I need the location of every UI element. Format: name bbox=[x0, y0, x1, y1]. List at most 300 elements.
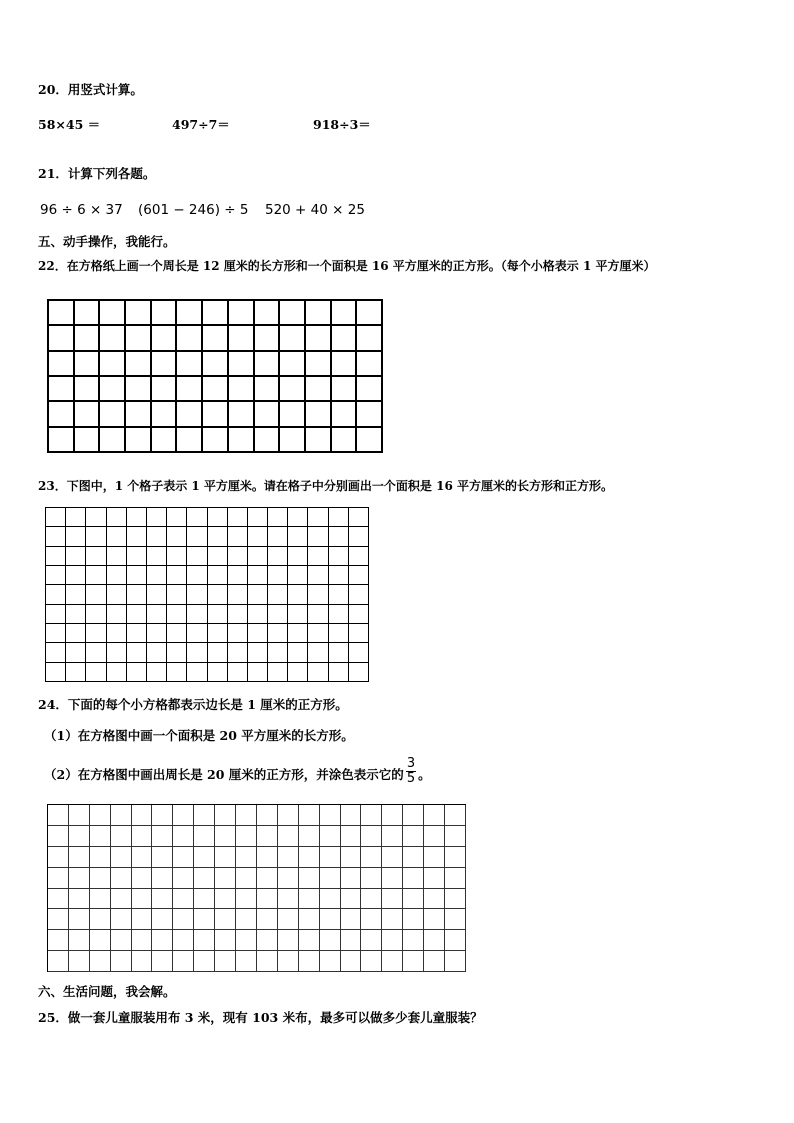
grid-cell[interactable] bbox=[152, 847, 173, 868]
grid-cell[interactable] bbox=[280, 402, 306, 427]
grid-cell[interactable] bbox=[403, 847, 424, 868]
grid-cell[interactable] bbox=[187, 643, 207, 662]
grid-cell[interactable] bbox=[255, 326, 281, 351]
grid-cell[interactable] bbox=[382, 930, 403, 951]
grid-cell[interactable] bbox=[229, 352, 255, 377]
grid-cell[interactable] bbox=[173, 826, 194, 847]
grid-cell[interactable] bbox=[187, 663, 207, 682]
grid-cell[interactable] bbox=[127, 643, 147, 662]
grid-cell[interactable] bbox=[403, 868, 424, 889]
grid-cell[interactable] bbox=[187, 605, 207, 624]
grid-cell[interactable] bbox=[320, 951, 341, 972]
grid-cell[interactable] bbox=[349, 585, 369, 604]
grid-cell[interactable] bbox=[341, 930, 362, 951]
grid-cell[interactable] bbox=[424, 826, 445, 847]
grid-cell[interactable] bbox=[152, 326, 178, 351]
grid-cell[interactable] bbox=[306, 428, 332, 453]
grid-cell[interactable] bbox=[215, 868, 236, 889]
grid-cell[interactable] bbox=[255, 402, 281, 427]
grid-cell[interactable] bbox=[177, 326, 203, 351]
grid-cell[interactable] bbox=[341, 805, 362, 826]
grid-cell[interactable] bbox=[329, 566, 349, 585]
grid-cell[interactable] bbox=[107, 508, 127, 527]
grid-cell[interactable] bbox=[194, 868, 215, 889]
grid-cell[interactable] bbox=[208, 527, 228, 546]
grid-cell[interactable] bbox=[228, 566, 248, 585]
grid-cell[interactable] bbox=[236, 805, 257, 826]
grid-cell[interactable] bbox=[357, 326, 383, 351]
grid-cell[interactable] bbox=[46, 508, 66, 527]
grid-cell[interactable] bbox=[299, 868, 320, 889]
grid-cell[interactable] bbox=[203, 301, 229, 326]
grid-cell[interactable] bbox=[329, 663, 349, 682]
grid-cell[interactable] bbox=[126, 377, 152, 402]
grid-cell[interactable] bbox=[382, 868, 403, 889]
grid-cell[interactable] bbox=[248, 508, 268, 527]
grid-cell[interactable] bbox=[107, 643, 127, 662]
grid-cell[interactable] bbox=[111, 909, 132, 930]
grid-cell[interactable] bbox=[66, 508, 86, 527]
grid-cell[interactable] bbox=[445, 889, 466, 910]
grid-cell[interactable] bbox=[147, 605, 167, 624]
grid-cell[interactable] bbox=[127, 624, 147, 643]
grid-cell[interactable] bbox=[86, 624, 106, 643]
grid-cell[interactable] bbox=[107, 566, 127, 585]
grid-cell[interactable] bbox=[147, 547, 167, 566]
grid-cell[interactable] bbox=[75, 352, 101, 377]
grid-cell[interactable] bbox=[357, 377, 383, 402]
grid-cell[interactable] bbox=[329, 643, 349, 662]
grid-cell[interactable] bbox=[299, 889, 320, 910]
grid-cell[interactable] bbox=[278, 909, 299, 930]
grid-cell[interactable] bbox=[229, 301, 255, 326]
grid-cell[interactable] bbox=[90, 909, 111, 930]
grid-cell[interactable] bbox=[100, 377, 126, 402]
grid-cell[interactable] bbox=[208, 643, 228, 662]
grid-cell[interactable] bbox=[152, 301, 178, 326]
grid-cell[interactable] bbox=[111, 826, 132, 847]
grid-cell[interactable] bbox=[167, 585, 187, 604]
grid-cell[interactable] bbox=[229, 402, 255, 427]
grid-cell[interactable] bbox=[248, 585, 268, 604]
grid-cell[interactable] bbox=[299, 909, 320, 930]
grid-cell[interactable] bbox=[382, 909, 403, 930]
grid-cell[interactable] bbox=[167, 547, 187, 566]
grid-cell[interactable] bbox=[257, 889, 278, 910]
grid-cell[interactable] bbox=[132, 930, 153, 951]
grid-cell[interactable] bbox=[111, 930, 132, 951]
grid-cell[interactable] bbox=[341, 889, 362, 910]
grid-cell[interactable] bbox=[173, 889, 194, 910]
grid-cell[interactable] bbox=[147, 624, 167, 643]
grid-cell[interactable] bbox=[69, 847, 90, 868]
grid-cell[interactable] bbox=[48, 930, 69, 951]
grid-cell[interactable] bbox=[152, 868, 173, 889]
grid-cell[interactable] bbox=[236, 930, 257, 951]
grid-cell[interactable] bbox=[361, 909, 382, 930]
grid-cell[interactable] bbox=[288, 508, 308, 527]
grid-cell[interactable] bbox=[228, 527, 248, 546]
grid-cell[interactable] bbox=[361, 826, 382, 847]
grid-cell[interactable] bbox=[187, 566, 207, 585]
grid-cell[interactable] bbox=[278, 826, 299, 847]
grid-cell[interactable] bbox=[86, 585, 106, 604]
grid-cell[interactable] bbox=[268, 643, 288, 662]
grid-cell[interactable] bbox=[203, 352, 229, 377]
grid-cell[interactable] bbox=[236, 826, 257, 847]
grid-cell[interactable] bbox=[308, 585, 328, 604]
grid-cell[interactable] bbox=[147, 527, 167, 546]
grid-cell[interactable] bbox=[111, 951, 132, 972]
grid-cell[interactable] bbox=[349, 527, 369, 546]
grid-cell[interactable] bbox=[167, 508, 187, 527]
grid-cell[interactable] bbox=[349, 624, 369, 643]
grid-cell[interactable] bbox=[194, 826, 215, 847]
grid-cell[interactable] bbox=[236, 951, 257, 972]
grid-cell[interactable] bbox=[107, 585, 127, 604]
grid-cell[interactable] bbox=[86, 547, 106, 566]
grid-cell[interactable] bbox=[280, 428, 306, 453]
grid-cell[interactable] bbox=[86, 605, 106, 624]
grid-cell[interactable] bbox=[126, 326, 152, 351]
grid-cell[interactable] bbox=[382, 805, 403, 826]
grid-cell[interactable] bbox=[75, 377, 101, 402]
grid-cell[interactable] bbox=[208, 547, 228, 566]
grid-cell[interactable] bbox=[100, 352, 126, 377]
grid-cell[interactable] bbox=[329, 547, 349, 566]
grid-cell[interactable] bbox=[69, 909, 90, 930]
grid-cell[interactable] bbox=[236, 868, 257, 889]
grid-cell[interactable] bbox=[257, 951, 278, 972]
grid-cell[interactable] bbox=[173, 805, 194, 826]
grid-cell[interactable] bbox=[320, 868, 341, 889]
grid-cell[interactable] bbox=[177, 377, 203, 402]
grid-cell[interactable] bbox=[248, 643, 268, 662]
grid-cell[interactable] bbox=[288, 566, 308, 585]
grid-cell[interactable] bbox=[403, 951, 424, 972]
grid-cell[interactable] bbox=[75, 301, 101, 326]
grid-cell[interactable] bbox=[445, 847, 466, 868]
grid-cell[interactable] bbox=[66, 643, 86, 662]
grid-cell[interactable] bbox=[268, 508, 288, 527]
grid-cell[interactable] bbox=[299, 805, 320, 826]
grid-cell[interactable] bbox=[203, 377, 229, 402]
grid-cell[interactable] bbox=[236, 847, 257, 868]
grid-cell[interactable] bbox=[173, 930, 194, 951]
grid-cell[interactable] bbox=[187, 624, 207, 643]
grid-cell[interactable] bbox=[49, 402, 75, 427]
q24-grid-paper[interactable] bbox=[47, 804, 466, 972]
grid-cell[interactable] bbox=[268, 585, 288, 604]
grid-cell[interactable] bbox=[48, 889, 69, 910]
grid-cell[interactable] bbox=[66, 585, 86, 604]
grid-cell[interactable] bbox=[403, 930, 424, 951]
grid-cell[interactable] bbox=[132, 909, 153, 930]
grid-cell[interactable] bbox=[299, 930, 320, 951]
grid-cell[interactable] bbox=[75, 402, 101, 427]
grid-cell[interactable] bbox=[361, 951, 382, 972]
grid-cell[interactable] bbox=[48, 868, 69, 889]
grid-cell[interactable] bbox=[424, 909, 445, 930]
grid-cell[interactable] bbox=[127, 508, 147, 527]
grid-cell[interactable] bbox=[187, 547, 207, 566]
grid-cell[interactable] bbox=[49, 428, 75, 453]
grid-cell[interactable] bbox=[147, 566, 167, 585]
grid-cell[interactable] bbox=[332, 326, 358, 351]
grid-cell[interactable] bbox=[361, 889, 382, 910]
grid-cell[interactable] bbox=[320, 826, 341, 847]
grid-cell[interactable] bbox=[90, 847, 111, 868]
grid-cell[interactable] bbox=[236, 909, 257, 930]
grid-cell[interactable] bbox=[100, 301, 126, 326]
grid-cell[interactable] bbox=[126, 352, 152, 377]
grid-cell[interactable] bbox=[308, 547, 328, 566]
grid-cell[interactable] bbox=[299, 951, 320, 972]
grid-cell[interactable] bbox=[167, 624, 187, 643]
grid-cell[interactable] bbox=[90, 951, 111, 972]
grid-cell[interactable] bbox=[341, 847, 362, 868]
grid-cell[interactable] bbox=[132, 868, 153, 889]
grid-cell[interactable] bbox=[111, 889, 132, 910]
grid-cell[interactable] bbox=[341, 909, 362, 930]
grid-cell[interactable] bbox=[306, 326, 332, 351]
grid-cell[interactable] bbox=[332, 377, 358, 402]
grid-cell[interactable] bbox=[126, 428, 152, 453]
grid-cell[interactable] bbox=[127, 547, 147, 566]
grid-cell[interactable] bbox=[288, 547, 308, 566]
grid-cell[interactable] bbox=[69, 805, 90, 826]
grid-cell[interactable] bbox=[132, 826, 153, 847]
grid-cell[interactable] bbox=[132, 847, 153, 868]
grid-cell[interactable] bbox=[107, 547, 127, 566]
grid-cell[interactable] bbox=[229, 377, 255, 402]
grid-cell[interactable] bbox=[90, 826, 111, 847]
grid-cell[interactable] bbox=[357, 301, 383, 326]
grid-cell[interactable] bbox=[403, 909, 424, 930]
grid-cell[interactable] bbox=[167, 663, 187, 682]
grid-cell[interactable] bbox=[228, 624, 248, 643]
grid-cell[interactable] bbox=[66, 566, 86, 585]
grid-cell[interactable] bbox=[86, 508, 106, 527]
grid-cell[interactable] bbox=[280, 301, 306, 326]
grid-cell[interactable] bbox=[111, 805, 132, 826]
grid-cell[interactable] bbox=[48, 826, 69, 847]
grid-cell[interactable] bbox=[445, 805, 466, 826]
grid-cell[interactable] bbox=[48, 909, 69, 930]
grid-cell[interactable] bbox=[268, 605, 288, 624]
grid-cell[interactable] bbox=[90, 868, 111, 889]
grid-cell[interactable] bbox=[167, 566, 187, 585]
q23-grid-paper[interactable] bbox=[45, 507, 369, 682]
grid-cell[interactable] bbox=[320, 805, 341, 826]
grid-cell[interactable] bbox=[228, 643, 248, 662]
grid-cell[interactable] bbox=[46, 624, 66, 643]
grid-cell[interactable] bbox=[177, 428, 203, 453]
grid-cell[interactable] bbox=[424, 889, 445, 910]
grid-cell[interactable] bbox=[203, 326, 229, 351]
grid-cell[interactable] bbox=[107, 605, 127, 624]
grid-cell[interactable] bbox=[208, 624, 228, 643]
grid-cell[interactable] bbox=[152, 402, 178, 427]
grid-cell[interactable] bbox=[75, 428, 101, 453]
grid-cell[interactable] bbox=[147, 508, 167, 527]
grid-cell[interactable] bbox=[255, 377, 281, 402]
grid-cell[interactable] bbox=[152, 930, 173, 951]
grid-cell[interactable] bbox=[280, 326, 306, 351]
grid-cell[interactable] bbox=[320, 930, 341, 951]
grid-cell[interactable] bbox=[424, 930, 445, 951]
grid-cell[interactable] bbox=[306, 352, 332, 377]
grid-cell[interactable] bbox=[194, 847, 215, 868]
grid-cell[interactable] bbox=[49, 377, 75, 402]
grid-cell[interactable] bbox=[424, 847, 445, 868]
grid-cell[interactable] bbox=[111, 868, 132, 889]
grid-cell[interactable] bbox=[248, 547, 268, 566]
grid-cell[interactable] bbox=[86, 566, 106, 585]
grid-cell[interactable] bbox=[90, 805, 111, 826]
grid-cell[interactable] bbox=[332, 352, 358, 377]
grid-cell[interactable] bbox=[127, 663, 147, 682]
grid-cell[interactable] bbox=[49, 352, 75, 377]
grid-cell[interactable] bbox=[257, 847, 278, 868]
grid-cell[interactable] bbox=[229, 428, 255, 453]
grid-cell[interactable] bbox=[187, 508, 207, 527]
grid-cell[interactable] bbox=[349, 508, 369, 527]
grid-cell[interactable] bbox=[69, 889, 90, 910]
grid-cell[interactable] bbox=[445, 951, 466, 972]
grid-cell[interactable] bbox=[208, 566, 228, 585]
grid-cell[interactable] bbox=[167, 527, 187, 546]
grid-cell[interactable] bbox=[69, 826, 90, 847]
grid-cell[interactable] bbox=[236, 889, 257, 910]
grid-cell[interactable] bbox=[329, 508, 349, 527]
grid-cell[interactable] bbox=[248, 605, 268, 624]
grid-cell[interactable] bbox=[132, 951, 153, 972]
grid-cell[interactable] bbox=[147, 643, 167, 662]
grid-cell[interactable] bbox=[46, 643, 66, 662]
grid-cell[interactable] bbox=[268, 547, 288, 566]
grid-cell[interactable] bbox=[127, 527, 147, 546]
grid-cell[interactable] bbox=[194, 909, 215, 930]
grid-cell[interactable] bbox=[403, 805, 424, 826]
grid-cell[interactable] bbox=[152, 428, 178, 453]
grid-cell[interactable] bbox=[329, 585, 349, 604]
grid-cell[interactable] bbox=[361, 868, 382, 889]
grid-cell[interactable] bbox=[349, 547, 369, 566]
grid-cell[interactable] bbox=[194, 805, 215, 826]
grid-cell[interactable] bbox=[288, 643, 308, 662]
grid-cell[interactable] bbox=[257, 930, 278, 951]
grid-cell[interactable] bbox=[208, 508, 228, 527]
grid-cell[interactable] bbox=[69, 951, 90, 972]
grid-cell[interactable] bbox=[341, 951, 362, 972]
grid-cell[interactable] bbox=[329, 624, 349, 643]
grid-cell[interactable] bbox=[255, 301, 281, 326]
grid-cell[interactable] bbox=[46, 547, 66, 566]
grid-cell[interactable] bbox=[187, 527, 207, 546]
grid-cell[interactable] bbox=[332, 428, 358, 453]
grid-cell[interactable] bbox=[86, 663, 106, 682]
grid-cell[interactable] bbox=[357, 402, 383, 427]
grid-cell[interactable] bbox=[48, 805, 69, 826]
grid-cell[interactable] bbox=[147, 585, 167, 604]
grid-cell[interactable] bbox=[111, 847, 132, 868]
grid-cell[interactable] bbox=[208, 585, 228, 604]
grid-cell[interactable] bbox=[177, 402, 203, 427]
grid-cell[interactable] bbox=[308, 663, 328, 682]
grid-cell[interactable] bbox=[382, 889, 403, 910]
grid-cell[interactable] bbox=[288, 527, 308, 546]
grid-cell[interactable] bbox=[308, 624, 328, 643]
grid-cell[interactable] bbox=[361, 805, 382, 826]
grid-cell[interactable] bbox=[152, 377, 178, 402]
grid-cell[interactable] bbox=[278, 847, 299, 868]
grid-cell[interactable] bbox=[349, 605, 369, 624]
grid-cell[interactable] bbox=[90, 930, 111, 951]
grid-cell[interactable] bbox=[299, 847, 320, 868]
grid-cell[interactable] bbox=[268, 566, 288, 585]
grid-cell[interactable] bbox=[278, 805, 299, 826]
grid-cell[interactable] bbox=[215, 889, 236, 910]
grid-cell[interactable] bbox=[382, 951, 403, 972]
grid-cell[interactable] bbox=[248, 527, 268, 546]
q22-grid-paper[interactable] bbox=[47, 299, 383, 453]
grid-cell[interactable] bbox=[107, 624, 127, 643]
grid-cell[interactable] bbox=[100, 428, 126, 453]
grid-cell[interactable] bbox=[48, 951, 69, 972]
grid-cell[interactable] bbox=[173, 909, 194, 930]
grid-cell[interactable] bbox=[382, 826, 403, 847]
grid-cell[interactable] bbox=[308, 527, 328, 546]
grid-cell[interactable] bbox=[248, 624, 268, 643]
grid-cell[interactable] bbox=[126, 301, 152, 326]
grid-cell[interactable] bbox=[320, 909, 341, 930]
grid-cell[interactable] bbox=[66, 527, 86, 546]
grid-cell[interactable] bbox=[424, 868, 445, 889]
grid-cell[interactable] bbox=[257, 909, 278, 930]
grid-cell[interactable] bbox=[288, 663, 308, 682]
grid-cell[interactable] bbox=[308, 643, 328, 662]
grid-cell[interactable] bbox=[403, 889, 424, 910]
grid-cell[interactable] bbox=[445, 909, 466, 930]
grid-cell[interactable] bbox=[152, 909, 173, 930]
grid-cell[interactable] bbox=[268, 624, 288, 643]
grid-cell[interactable] bbox=[177, 352, 203, 377]
grid-cell[interactable] bbox=[167, 643, 187, 662]
grid-cell[interactable] bbox=[361, 930, 382, 951]
grid-cell[interactable] bbox=[173, 868, 194, 889]
grid-cell[interactable] bbox=[445, 868, 466, 889]
grid-cell[interactable] bbox=[228, 547, 248, 566]
grid-cell[interactable] bbox=[341, 826, 362, 847]
grid-cell[interactable] bbox=[167, 605, 187, 624]
grid-cell[interactable] bbox=[187, 585, 207, 604]
grid-cell[interactable] bbox=[278, 951, 299, 972]
grid-cell[interactable] bbox=[229, 326, 255, 351]
grid-cell[interactable] bbox=[177, 301, 203, 326]
grid-cell[interactable] bbox=[228, 585, 248, 604]
grid-cell[interactable] bbox=[228, 663, 248, 682]
grid-cell[interactable] bbox=[332, 301, 358, 326]
grid-cell[interactable] bbox=[357, 428, 383, 453]
grid-cell[interactable] bbox=[306, 377, 332, 402]
grid-cell[interactable] bbox=[86, 643, 106, 662]
grid-cell[interactable] bbox=[288, 585, 308, 604]
grid-cell[interactable] bbox=[107, 663, 127, 682]
grid-cell[interactable] bbox=[126, 402, 152, 427]
grid-cell[interactable] bbox=[228, 508, 248, 527]
grid-cell[interactable] bbox=[255, 352, 281, 377]
